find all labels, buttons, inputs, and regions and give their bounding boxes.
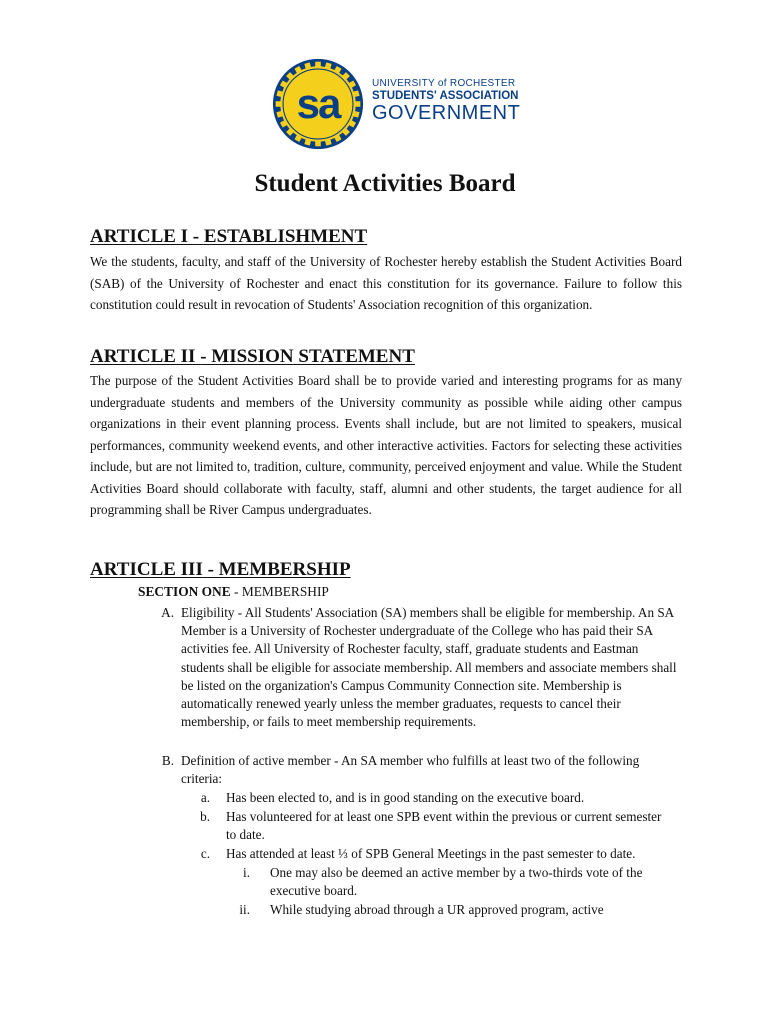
list-marker: i. xyxy=(243,865,250,880)
list-item-text: Has been elected to, and is in good standing on the executive board. xyxy=(226,790,585,805)
article-3-name: - MEMBERSHIP xyxy=(207,559,351,580)
page-title: Student Activities Board xyxy=(254,170,516,197)
article-1-text: We the students, faculty, and staff of the University of Rochester hereby establish the Student Activities Board (SAB) of the University of Rochester and enact this constitution for its governance. Failure to follow this constitution could result in revocation of Students' Association recognition of this organization. xyxy=(90,254,682,312)
article-2-text: The purpose of the Student Activities Board shall be to provide varied and interesting programs for as many undergraduate students and members of the University community as possible while aiding other campus organizations in their event planning process. Events shall include, but are not limited to speakers, musical performances, community weekend events, and other interactive activities. Factors for selecting these activities include, but are not limited to, tradition, culture, community, perceived enjoyment and value. While the Student Activities Board should collaborate with faculty, staff, alumni and other students, the target audience for all programming shall be River Campus undergraduates. xyxy=(90,373,682,517)
list-marker: b. xyxy=(200,809,210,824)
list-marker: A. xyxy=(161,605,174,620)
section-one-heading xyxy=(138,584,329,600)
list-marker: a. xyxy=(200,790,210,805)
article-1-heading xyxy=(90,226,367,248)
list-marker: c. xyxy=(200,846,210,861)
article-3-number: ARTICLE III xyxy=(90,559,203,580)
list-item-text: Has attended at least ⅓ of SPB General Meetings in the past semester to date. xyxy=(226,846,636,861)
list-item-b-b xyxy=(190,808,670,844)
list-item-b xyxy=(154,752,684,788)
list-item-text: Eligibility - All Students' Association (SA) members shall be eligible for membership. An SA Member is a University of Rochester undergraduate of the College who has paid their SA activities fee. All University of Rochester faculty, staff, graduate students and Eastman students shall be eligible for associate membership. All members and associate members shall be listed on the organization's Campus Community Connection site. Membership is automatically renewed yearly unless the member graduates, requests to cancel their membership, or fails to meet membership requirements. xyxy=(181,605,677,730)
list-item-a xyxy=(154,604,684,731)
article-2-number: ARTICLE II xyxy=(90,346,196,367)
list-marker: ii. xyxy=(239,902,250,917)
list-item-text: Has volunteered for at least one SPB event within the previous or current semester to date. xyxy=(226,809,662,843)
list-item-b-c-ii xyxy=(226,901,676,919)
list-item-b-c xyxy=(190,845,690,863)
article-1-number: ARTICLE I - xyxy=(90,226,200,247)
logo-university: UNIVERSITY of ROCHESTER xyxy=(372,78,516,89)
article-3-heading xyxy=(90,559,351,581)
sa-government-logo xyxy=(268,56,521,156)
list-item-text: Definition of active member - An SA member who fulfills at least two of the following criteria: xyxy=(181,753,640,787)
section-one-name: - MEMBERSHIP xyxy=(234,584,329,599)
article-2-heading xyxy=(90,346,415,368)
list-item-text: While studying abroad through a UR approved program, active xyxy=(270,902,604,917)
article-2-name: - MISSION STATEMENT xyxy=(200,346,415,367)
logo-government: GOVERNMENT xyxy=(372,102,521,124)
logo-wordmark xyxy=(372,78,520,125)
list-marker: B. xyxy=(161,753,174,768)
list-item-b-a xyxy=(190,789,684,807)
section-one-number: SECTION ONE xyxy=(138,584,231,599)
list-item-b-c-i xyxy=(226,864,676,900)
seal-letters: sa xyxy=(296,80,340,127)
logo-association: STUDENTS' ASSOCIATION xyxy=(372,90,519,102)
article-1-name: ESTABLISHMENT xyxy=(203,226,368,247)
list-item-text: One may also be deemed an active member by a two-thirds vote of the executive board. xyxy=(270,865,643,899)
